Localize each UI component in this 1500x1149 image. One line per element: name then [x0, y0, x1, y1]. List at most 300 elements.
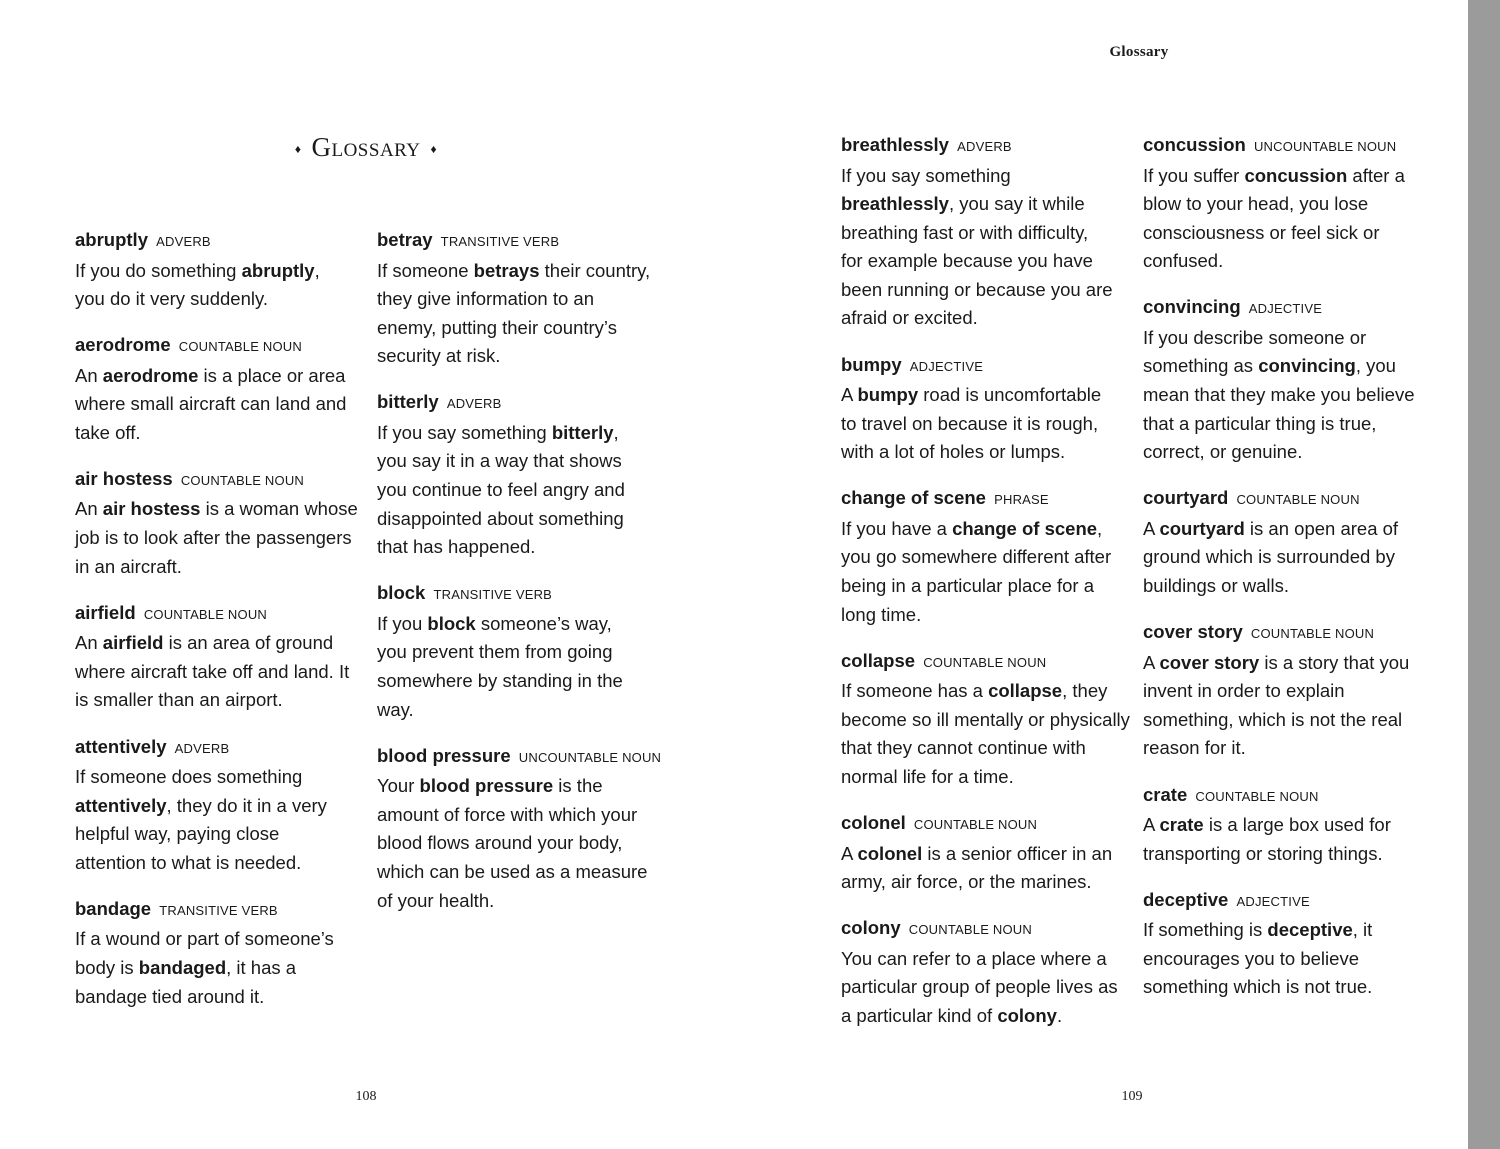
definition-line	[841, 601, 1130, 630]
entry-definition	[841, 381, 1130, 467]
glossary-entry	[841, 484, 1130, 629]
definition-line	[841, 945, 1130, 974]
entry-part-of-speech: ADJECTIVE	[1248, 301, 1323, 317]
entry-part-of-speech: ADJECTIVE	[909, 358, 984, 374]
entry-headline	[1143, 484, 1415, 515]
entry-definition	[1143, 324, 1415, 467]
entry-definition	[841, 945, 1130, 1031]
definition-text: you prevent them from going	[377, 641, 613, 663]
entry-definition	[1143, 649, 1415, 763]
glossary-entry	[841, 809, 1130, 897]
entry-part-of-speech: COUNTABLE NOUN	[913, 817, 1038, 833]
entry-term: deceptive	[1143, 888, 1229, 910]
entry-part-of-speech: ADVERB	[957, 139, 1012, 154]
definition-keyword: betrays	[473, 259, 540, 281]
definition-text: You can refer to a place where a	[841, 947, 1107, 969]
entry-term: aerodrome	[75, 334, 171, 356]
entry-definition	[377, 257, 661, 371]
definition-line	[1143, 945, 1415, 974]
entry-term: bitterly	[377, 391, 439, 413]
definition-text: A	[1143, 517, 1160, 539]
definition-text: , they	[1062, 680, 1108, 702]
definition-text: is a woman whose	[200, 498, 358, 520]
glossary-entry	[75, 226, 358, 314]
entry-headline	[75, 331, 358, 362]
definition-text: with a lot of holes or lumps.	[841, 441, 1066, 463]
definition-text: way.	[377, 698, 414, 720]
definition-line	[377, 829, 661, 858]
entry-term: bumpy	[841, 353, 902, 375]
glossary-entry	[841, 351, 1130, 467]
definition-line	[841, 410, 1130, 439]
definition-keyword: airfield	[102, 632, 164, 654]
definition-line	[75, 419, 358, 448]
definition-line	[841, 973, 1130, 1002]
entry-part-of-speech: COUNTABLE NOUN	[143, 606, 267, 622]
definition-text: where aircraft take off and land. It	[75, 660, 350, 682]
glossary-entry	[75, 733, 358, 878]
definition-text: afraid or excited.	[841, 307, 978, 329]
entry-term: betray	[377, 229, 433, 250]
definition-text: to travel on because it is rough,	[841, 412, 1099, 434]
definition-text: that a particular thing is true,	[1143, 412, 1377, 434]
definition-text: If you do something	[75, 259, 242, 281]
glossary-entry	[1143, 886, 1415, 1002]
entry-headline	[1143, 781, 1415, 812]
definition-line	[1143, 162, 1415, 191]
definition-keyword: deceptive	[1267, 919, 1353, 941]
definition-text: you continue to feel angry and	[377, 479, 625, 501]
definition-text: A	[1143, 814, 1160, 835]
definition-keyword: cover story	[1159, 651, 1260, 673]
running-head: Glossary	[1109, 44, 1169, 60]
entry-definition	[1143, 515, 1415, 601]
glossary-entry	[1143, 484, 1415, 600]
definition-text: mean that they make you believe	[1143, 384, 1415, 406]
definition-line	[377, 887, 661, 916]
entry-headline	[841, 484, 1130, 515]
glossary-entry	[841, 647, 1130, 792]
entry-term: abruptly	[75, 229, 148, 250]
entry-part-of-speech: COUNTABLE NOUN	[1250, 626, 1375, 642]
entry-part-of-speech: TRANSITIVE VERB	[440, 234, 560, 249]
definition-text: something which is not true.	[1143, 976, 1373, 998]
definition-text: If someone does something	[75, 766, 303, 788]
definition-text: enemy, putting their country’s	[377, 316, 617, 338]
definition-line	[841, 438, 1130, 467]
definition-text: something as	[1143, 355, 1259, 377]
definition-line	[377, 419, 661, 448]
glossary-entry	[377, 579, 661, 724]
definition-text: is the	[553, 775, 603, 797]
definition-line	[841, 706, 1130, 735]
entry-term: concussion	[1143, 134, 1246, 155]
definition-text: transporting or storing things.	[1143, 842, 1383, 864]
entry-term: courtyard	[1143, 487, 1229, 509]
definition-text: you say it in a way that shows	[377, 450, 622, 472]
definition-line	[1143, 706, 1415, 735]
definition-keyword: concussion	[1244, 164, 1348, 186]
definition-keyword: attentively	[75, 794, 167, 816]
definition-text: being in a particular place for a	[841, 575, 1094, 597]
definition-line	[1143, 973, 1415, 1002]
definition-keyword: blood pressure	[419, 775, 554, 797]
entry-part-of-speech: COUNTABLE NOUN	[1195, 788, 1319, 804]
glossary-column	[1143, 131, 1415, 1019]
definition-text: blow to your head, you lose	[1143, 193, 1369, 215]
definition-keyword: courtyard	[1159, 517, 1245, 539]
entry-headline	[841, 351, 1130, 382]
definition-line	[377, 285, 661, 314]
definition-keyword: air hostess	[102, 498, 201, 520]
definition-line	[841, 162, 1130, 191]
definition-text: , it	[1352, 919, 1373, 941]
glossary-entry	[1143, 293, 1415, 466]
definition-text: security at risk.	[377, 345, 501, 367]
diamond-ornament-icon: ♦	[430, 142, 438, 157]
definition-line	[1143, 410, 1415, 439]
entry-headline	[841, 647, 1130, 678]
entry-term: bandage	[75, 897, 152, 919]
glossary-entry	[75, 465, 358, 581]
definition-text: reason for it.	[1143, 737, 1246, 759]
definition-line	[1143, 381, 1415, 410]
definition-text: , you say it while	[948, 193, 1085, 215]
definition-text: is a senior officer in an	[922, 842, 1113, 864]
definition-text: you go somewhere different after	[841, 546, 1112, 568]
definition-line	[841, 515, 1130, 544]
definition-line	[841, 543, 1130, 572]
glossary-entry	[841, 131, 1130, 333]
definition-line	[75, 390, 358, 419]
entry-part-of-speech: UNCOUNTABLE NOUN	[1253, 139, 1397, 154]
definition-text: helpful way, paying close	[75, 823, 280, 845]
definition-line	[841, 868, 1130, 897]
entry-term: convincing	[1143, 296, 1241, 318]
definition-line	[75, 983, 358, 1012]
definition-text: If a wound or part of someone’s	[75, 928, 334, 950]
definition-keyword: change of scene	[952, 517, 1098, 539]
glossary-title	[266, 132, 466, 163]
definition-line	[377, 533, 661, 562]
definition-keyword: convincing	[1258, 355, 1356, 377]
definition-text: buildings or walls.	[1143, 575, 1290, 597]
entry-term: colonel	[841, 812, 906, 834]
entry-definition	[75, 629, 358, 715]
entry-headline	[75, 599, 358, 630]
definition-line	[377, 667, 661, 696]
definition-line	[75, 925, 358, 954]
glossary-column	[377, 226, 661, 933]
entry-part-of-speech: COUNTABLE NOUN	[923, 654, 1047, 670]
definition-text: road is uncomfortable	[918, 384, 1102, 406]
definition-line	[75, 524, 358, 553]
glossary-entry	[75, 895, 358, 1011]
entry-headline	[75, 465, 358, 496]
entry-headline	[1143, 293, 1415, 324]
entry-headline	[841, 809, 1130, 840]
entry-definition	[1143, 916, 1415, 1002]
entry-headline	[841, 131, 1130, 162]
definition-line	[841, 247, 1130, 276]
page-number: 109	[1121, 1089, 1143, 1104]
definition-keyword: colony	[997, 1004, 1057, 1026]
definition-line	[377, 858, 661, 887]
definition-text: attention to what is needed.	[75, 851, 302, 873]
definition-text: Your	[377, 775, 420, 797]
definition-line	[841, 190, 1130, 219]
definition-text: , it has a	[226, 957, 297, 978]
definition-line	[75, 954, 358, 983]
entry-term: airfield	[75, 601, 136, 623]
definition-text: a particular kind of	[841, 1004, 998, 1026]
definition-text: become so ill mentally or physically	[841, 708, 1130, 730]
definition-keyword: abruptly	[241, 259, 315, 281]
definition-text: If someone	[377, 259, 474, 281]
entry-headline	[377, 579, 661, 610]
definition-text: for example because you have	[841, 250, 1093, 272]
entry-part-of-speech: COUNTABLE NOUN	[908, 922, 1032, 938]
entry-headline	[1143, 618, 1415, 649]
definition-text: If you suffer	[1143, 164, 1245, 186]
glossary-entry	[1143, 781, 1415, 869]
definition-keyword: colonel	[857, 842, 923, 864]
definition-line	[75, 553, 358, 582]
definition-line	[377, 314, 661, 343]
definition-keyword: collapse	[988, 680, 1063, 702]
entry-headline	[1143, 886, 1415, 917]
definition-line	[75, 849, 358, 878]
definition-line	[1143, 247, 1415, 276]
definition-line	[75, 495, 358, 524]
definition-keyword: bumpy	[857, 384, 919, 406]
definition-line	[377, 638, 661, 667]
entry-definition	[377, 419, 661, 562]
entry-headline	[75, 226, 358, 257]
entry-definition	[1143, 811, 1415, 868]
definition-text: normal life for a time.	[841, 766, 1014, 787]
definition-text: where small aircraft can land and	[75, 393, 347, 415]
definition-text: is smaller than an airport.	[75, 689, 283, 711]
definition-line	[1143, 916, 1415, 945]
definition-line	[1143, 734, 1415, 763]
definition-line	[1143, 190, 1415, 219]
entry-headline	[75, 895, 358, 926]
definition-line	[1143, 438, 1415, 467]
entry-part-of-speech: PHRASE	[994, 492, 1049, 508]
definition-line	[377, 447, 661, 476]
definition-line	[377, 257, 661, 286]
diamond-ornament-icon: ♦	[294, 142, 302, 157]
definition-text: is a story that you	[1259, 651, 1410, 673]
definition-text: job is to look after the passengers	[75, 527, 352, 549]
definition-line	[841, 304, 1130, 333]
definition-keyword: bitterly	[551, 421, 614, 443]
entry-term: blood pressure	[377, 744, 511, 766]
definition-text: bandage tied around it.	[75, 985, 265, 1007]
definition-text: If you	[377, 612, 428, 634]
glossary-entry	[1143, 131, 1415, 276]
definition-text: If something is	[1143, 919, 1268, 941]
entry-definition	[75, 763, 358, 877]
entry-part-of-speech: COUNTABLE NOUN	[178, 339, 302, 355]
definition-keyword: bandaged	[138, 957, 227, 978]
entry-headline	[377, 742, 661, 773]
definition-line	[75, 629, 358, 658]
entry-definition	[1143, 162, 1415, 276]
definition-text: that has happened.	[377, 536, 536, 558]
definition-text: take off.	[75, 421, 141, 443]
entry-headline	[1143, 131, 1415, 162]
definition-keyword: crate	[1159, 814, 1204, 835]
definition-text: is an open area of	[1244, 517, 1399, 539]
definition-line	[1143, 840, 1415, 869]
definition-keyword: breathlessly	[841, 193, 949, 215]
definition-text: somewhere by standing in the	[377, 670, 623, 692]
definition-line	[75, 763, 358, 792]
entry-term: block	[377, 582, 426, 604]
definition-text: If you describe someone or	[1143, 326, 1367, 348]
glossary-entry	[377, 226, 661, 371]
definition-line	[1143, 219, 1415, 248]
definition-text: is a place or area	[198, 364, 346, 386]
definition-text: If you say something	[377, 421, 552, 443]
entry-term: attentively	[75, 735, 167, 757]
definition-text: .	[1056, 1004, 1063, 1026]
definition-text: which can be used as a measure	[377, 861, 648, 882]
definition-line	[1143, 677, 1415, 706]
definition-line	[75, 820, 358, 849]
definition-text: disappointed about something	[377, 507, 624, 529]
definition-line	[1143, 649, 1415, 678]
definition-text: their country,	[539, 259, 651, 281]
definition-line	[1143, 543, 1415, 572]
definition-text: army, air force, or the marines.	[841, 871, 1092, 893]
definition-line	[841, 1002, 1130, 1031]
right-page	[750, 0, 1468, 1149]
entry-part-of-speech: ADVERB	[174, 740, 230, 756]
definition-line	[1143, 811, 1415, 840]
definition-text: encourages you to believe	[1143, 947, 1359, 969]
definition-text: breathing fast or with difficulty,	[841, 221, 1089, 243]
definition-line	[841, 572, 1130, 601]
glossary-entry	[377, 742, 661, 915]
definition-text: An	[75, 632, 103, 654]
definition-text: correct, or genuine.	[1143, 441, 1303, 463]
glossary-entry	[75, 599, 358, 715]
glossary-column	[841, 131, 1130, 1048]
entry-term: cover story	[1143, 621, 1243, 643]
definition-line	[841, 276, 1130, 305]
definition-text: , you	[1355, 355, 1396, 377]
definition-line	[377, 610, 661, 639]
definition-text: is a large box used for	[1203, 814, 1391, 835]
definition-line	[75, 658, 358, 687]
entry-term: colony	[841, 917, 901, 939]
definition-keyword: aerodrome	[102, 364, 199, 386]
definition-text: A	[841, 384, 858, 406]
definition-text: someone’s way,	[475, 612, 612, 634]
entry-definition	[75, 362, 358, 448]
definition-line	[377, 476, 661, 505]
definition-text: that they cannot continue with	[841, 737, 1086, 759]
definition-text: confused.	[1143, 250, 1224, 272]
definition-text: been running or because you are	[841, 278, 1113, 300]
definition-text: ground which is surrounded by	[1143, 546, 1395, 568]
entry-definition	[841, 515, 1130, 629]
definition-text: after a	[1347, 164, 1405, 186]
definition-text: consciousness or feel sick or	[1143, 221, 1380, 243]
entry-definition	[377, 610, 661, 724]
definition-text: body is	[75, 957, 139, 978]
entry-headline	[377, 226, 661, 257]
definition-text: particular group of people lives as	[841, 976, 1118, 998]
definition-line	[377, 696, 661, 725]
entry-headline	[75, 733, 358, 764]
glossary-entry	[377, 388, 661, 561]
glossary-entry	[1143, 618, 1415, 763]
definition-text: ,	[314, 259, 320, 281]
definition-line	[841, 219, 1130, 248]
definition-text: An	[75, 364, 103, 386]
glossary-column	[75, 226, 358, 1029]
definition-line	[377, 801, 661, 830]
definition-keyword: block	[427, 612, 476, 634]
definition-line	[1143, 515, 1415, 544]
page-edge-strip	[1468, 0, 1500, 1149]
entry-part-of-speech: ADJECTIVE	[1236, 893, 1310, 909]
definition-text: ,	[613, 421, 619, 443]
definition-text: of your health.	[377, 889, 495, 911]
definition-line	[841, 734, 1130, 763]
definition-text: If you have a	[841, 517, 953, 539]
entry-definition	[75, 925, 358, 1011]
definition-line	[75, 257, 358, 286]
definition-text: in an aircraft.	[75, 555, 182, 577]
entry-term: change of scene	[841, 487, 986, 509]
entry-part-of-speech: UNCOUNTABLE NOUN	[518, 749, 662, 765]
definition-line	[75, 686, 358, 715]
entry-definition	[75, 495, 358, 581]
definition-line	[377, 342, 661, 371]
definition-text: A	[1143, 651, 1160, 673]
definition-text: is an area of ground	[163, 632, 334, 654]
entry-term: collapse	[841, 649, 916, 671]
definition-text: If you say something	[841, 164, 1011, 186]
definition-line	[75, 792, 358, 821]
definition-text: An	[75, 498, 103, 520]
entry-definition	[377, 772, 661, 915]
entry-part-of-speech: COUNTABLE NOUN	[1236, 492, 1360, 508]
entry-definition	[841, 162, 1130, 334]
definition-line	[377, 772, 661, 801]
entry-part-of-speech: TRANSITIVE VERB	[159, 902, 278, 918]
definition-text: invent in order to explain	[1143, 680, 1345, 702]
entry-term: breathlessly	[841, 134, 949, 155]
glossary-entry	[75, 331, 358, 447]
definition-text: If someone has a	[841, 680, 989, 702]
definition-text: amount of force with which your	[377, 803, 638, 825]
entry-definition	[75, 257, 358, 314]
definition-line	[841, 677, 1130, 706]
definition-line	[841, 763, 1130, 792]
entry-definition	[841, 677, 1130, 791]
definition-line	[1143, 352, 1415, 381]
definition-text: ,	[1097, 517, 1103, 539]
entry-headline	[841, 914, 1130, 945]
glossary-entry	[841, 914, 1130, 1030]
definition-text: , they do it in a very	[166, 794, 327, 816]
